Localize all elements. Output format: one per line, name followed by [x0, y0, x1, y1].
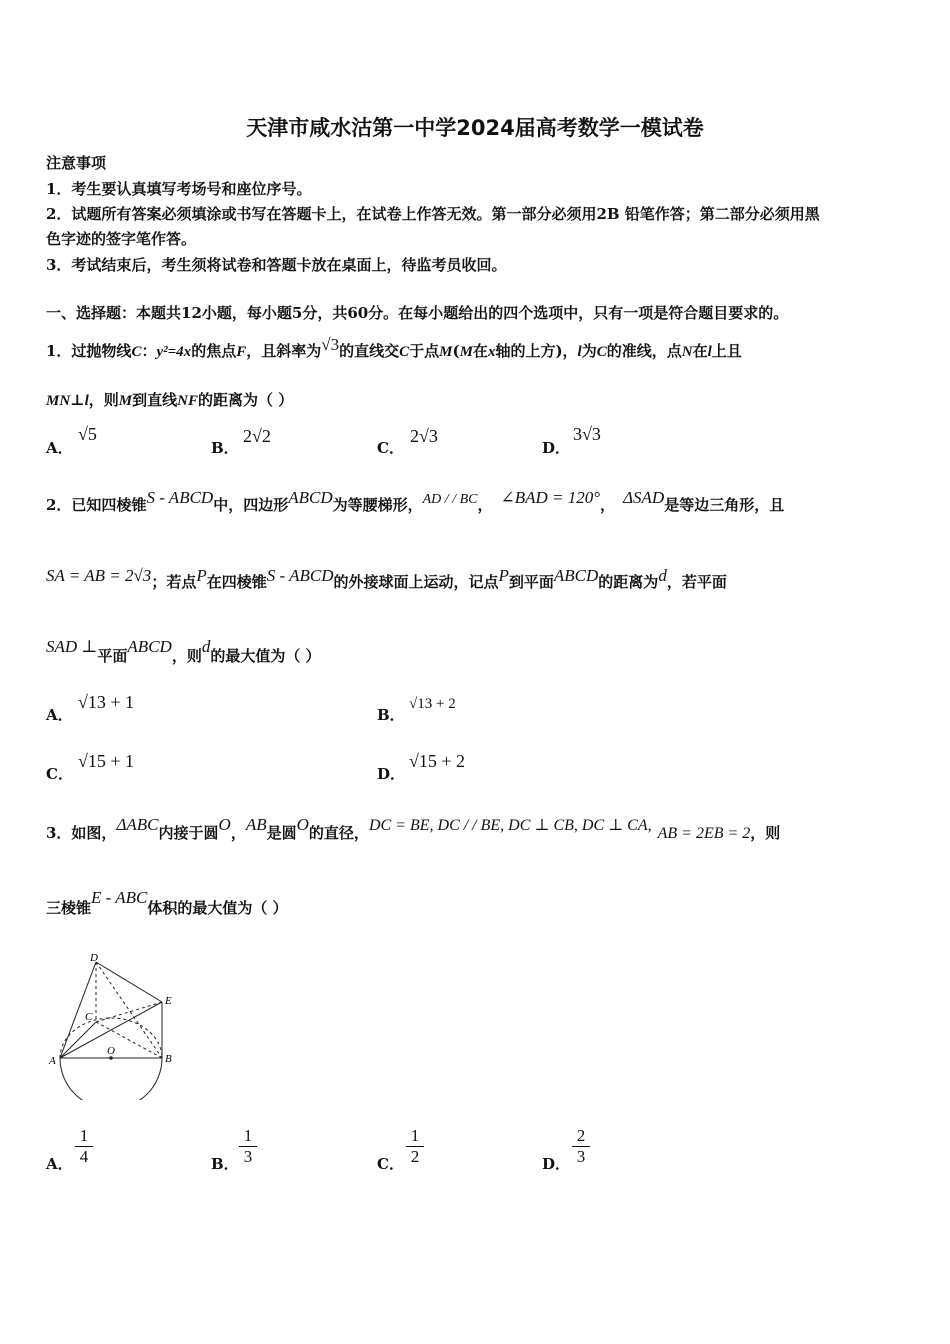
q3-option-b-value — [239, 1126, 257, 1167]
q3-math: ΔABC — [116, 815, 159, 834]
question-1-line-2 — [46, 389, 293, 410]
q3-geometry-figure — [45, 950, 185, 1100]
q3-option-a-value — [75, 1126, 93, 1167]
q2-text: 是等边三角形，且 — [664, 496, 785, 514]
q3-text: 的直径， — [308, 824, 369, 842]
q1-text: ，且斜率为 — [246, 342, 322, 360]
q1-option-a-label: A． — [46, 439, 73, 457]
q2-option-d-value: √15 + 2 — [409, 751, 466, 771]
q3-option-d-label: D． — [542, 1155, 571, 1173]
segment-cb — [96, 1022, 162, 1058]
q3-text: 3．如图， — [46, 824, 117, 842]
q1-option-c-label: C． — [377, 439, 404, 457]
q2-math: S - ABCD — [266, 566, 334, 585]
question-3-line-2 — [46, 888, 288, 918]
q3-math: AB = 2EB = 2 — [657, 825, 751, 842]
label-b: B — [165, 1053, 172, 1065]
q3-text: 内接于圆 — [158, 824, 219, 842]
section-heading: 一、选择题：本题共12小题，每小题5分，共60分。在每小题给出的四个选项中，只有一项是符合题目要求的。 — [46, 304, 789, 322]
q2-text: 的距离为 — [598, 573, 659, 591]
q3-math: E - ABC — [91, 888, 148, 907]
notice-item-1: 1．考生要认真填写考场号和座位序号。 — [46, 180, 312, 198]
q2-math: ABCD — [127, 637, 172, 656]
q1-math: l — [577, 344, 582, 360]
q2-text: 平面 — [97, 647, 128, 665]
q3-text: ， — [230, 824, 246, 842]
q3-option-a-num: 1 — [75, 1126, 93, 1147]
circle-lower-arc — [60, 1058, 162, 1100]
q2-text: ， — [477, 496, 493, 514]
q1-math: C — [399, 344, 410, 360]
q1-text: 1．过抛物线 — [46, 342, 132, 360]
question-3-line-1 — [46, 815, 781, 843]
q2-text: ， — [600, 496, 616, 514]
q3-option-b-den: 3 — [243, 1147, 253, 1166]
q3-option-d-value — [572, 1126, 590, 1167]
q2-math: AD / / BC — [422, 492, 478, 507]
q2-text: 为等腰梯形， — [332, 496, 423, 514]
q2-option-c-label: C． — [46, 765, 73, 783]
q1-text: 的焦点 — [191, 342, 237, 360]
q1-text: 轴的上方)， — [495, 342, 578, 360]
notice-heading: 注意事项 — [46, 154, 107, 172]
q1-text: 的距离为（ ） — [197, 391, 294, 409]
q1-text: 在 — [692, 342, 708, 360]
label-a: A — [49, 1055, 56, 1067]
q3-option-a-label: A． — [46, 1155, 73, 1173]
q2-option-a-value: √13 + 1 — [78, 692, 135, 712]
q2-math: SA = AB = 2√3 — [46, 566, 152, 585]
q2-math: ∠BAD = 120° — [500, 488, 601, 507]
segment-db — [96, 962, 162, 1058]
q2-math: P — [498, 566, 509, 585]
q1-math: l — [707, 344, 712, 360]
q3-text: ，则 — [750, 824, 781, 842]
q3-option-c-label: C． — [377, 1155, 404, 1173]
q1-math: M — [459, 344, 473, 360]
segment-de — [96, 962, 162, 1002]
q1-math: F — [236, 344, 247, 360]
q3-option-c-num: 1 — [406, 1126, 424, 1147]
q1-math: M — [439, 344, 453, 360]
q1-math: C — [596, 344, 607, 360]
q3-math: DC = BE, DC / / BE, DC ⊥ CB, DC ⊥ CA, — [368, 817, 652, 834]
q2-text: 中，四边形 — [213, 496, 289, 514]
question-2-line-3 — [46, 637, 321, 666]
question-2-line-2 — [46, 566, 727, 592]
q3-math: O — [296, 815, 309, 834]
q1-option-d-label: D． — [542, 439, 571, 457]
q2-math: d — [658, 566, 667, 585]
q2-option-c-value: √15 + 1 — [78, 751, 135, 771]
q2-text: 的外接球面上运动，记点 — [333, 573, 499, 591]
q2-option-b-value: √13 + 2 — [409, 696, 456, 712]
label-e: E — [165, 995, 172, 1007]
q3-option-c-value — [406, 1126, 424, 1167]
q3-option-c-den: 2 — [410, 1147, 420, 1166]
q1-text: 为 — [581, 342, 597, 360]
q2-text: 2．已知四棱锥 — [46, 496, 147, 514]
q1-math: M — [118, 393, 133, 409]
q2-text: ，则 — [171, 647, 202, 665]
label-d: D — [90, 952, 98, 964]
q1-text: ，则 — [88, 391, 119, 409]
q1-math: y²=4x — [156, 344, 192, 360]
question-2-line-1 — [46, 488, 785, 515]
notice-item-3: 3．考试结束后，考生须将试卷和答题卡放在桌面上，待监考员收回。 — [46, 256, 507, 274]
q2-text: 到平面 — [508, 573, 554, 591]
q1-text: ： — [141, 342, 157, 360]
q1-text: ( — [452, 342, 460, 360]
question-1-line-1 — [46, 335, 742, 361]
q3-math: AB — [245, 815, 267, 834]
q1-math: C — [131, 344, 142, 360]
q1-slope: √3 — [321, 335, 340, 354]
q2-math: ABCD — [553, 566, 599, 585]
q3-option-b-num: 1 — [239, 1126, 257, 1147]
q3-text: 是圆 — [266, 824, 297, 842]
q2-math: ABCD — [288, 488, 333, 507]
q2-text: ；若点 — [151, 573, 197, 591]
q1-text: 上且 — [711, 342, 742, 360]
q2-math: P — [196, 566, 207, 585]
q1-math: x — [487, 344, 496, 360]
q1-text: 的准线，点 — [606, 342, 682, 360]
q1-option-b-value: 2√2 — [243, 426, 271, 446]
q2-option-b-label: B． — [377, 706, 405, 724]
label-c: C — [85, 1011, 93, 1023]
q2-math: d — [201, 637, 211, 656]
q3-text: 体积的最大值为（ ） — [147, 899, 288, 917]
q1-text: 在 — [472, 342, 488, 360]
page-title: 天津市咸水沽第一中学2024届高考数学一模试卷 — [246, 116, 704, 140]
q2-text: 在四棱锥 — [206, 573, 267, 591]
q1-text: 到直线 — [132, 391, 178, 409]
q3-math: O — [218, 815, 231, 834]
q3-text: 三棱锥 — [46, 899, 92, 917]
q3-option-d-den: 3 — [576, 1147, 586, 1166]
q1-option-d-value: 3√3 — [573, 424, 601, 444]
q3-option-d-num: 2 — [572, 1126, 590, 1147]
q2-text: ，若平面 — [666, 573, 727, 591]
notice-item-2: 2．试题所有答案必须填涂或书写在答题卡上，在试卷上作答无效。第一部分必须用2B 铅笔作答；第二部分必须用黑 — [46, 205, 820, 223]
q2-math: ΔSAD — [623, 488, 665, 507]
segment-da — [60, 962, 96, 1058]
q3-option-a-den: 4 — [79, 1147, 89, 1166]
q2-math: S - ABCD — [146, 488, 214, 507]
segment-ce — [96, 1002, 162, 1022]
q2-option-d-label: D． — [377, 765, 406, 783]
q1-text: 于点 — [409, 342, 440, 360]
notice-item-2-cont: 色字迹的签字笔作答。 — [46, 230, 197, 248]
q1-text: 的直线交 — [339, 342, 400, 360]
q3-option-b-label: B． — [211, 1155, 239, 1173]
q1-option-a-value: √5 — [78, 424, 97, 444]
q1-math: NF — [177, 393, 198, 409]
q1-option-c-value: 2√3 — [410, 426, 438, 446]
q2-math: SAD ⊥ — [46, 637, 98, 656]
label-o: O — [107, 1045, 115, 1057]
q2-text: 的最大值为（ ） — [210, 647, 321, 665]
q1-option-b-label: B． — [211, 439, 239, 457]
q2-option-a-label: A． — [46, 706, 73, 724]
q1-math: MN⊥l — [46, 393, 89, 409]
q1-math: N — [681, 344, 693, 360]
